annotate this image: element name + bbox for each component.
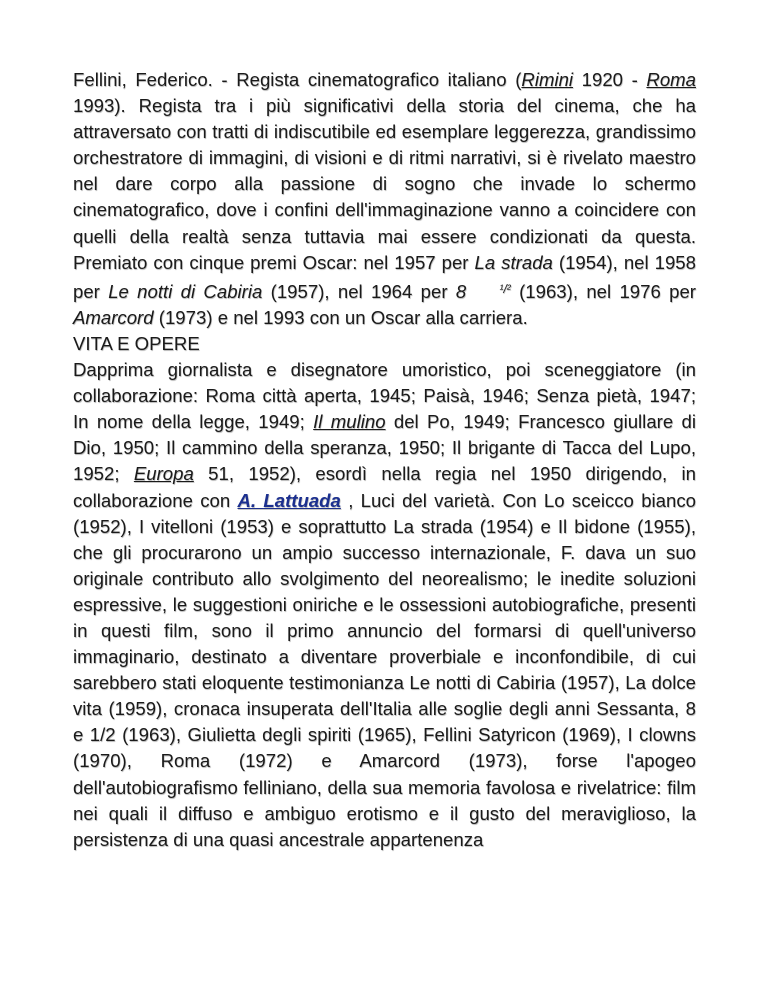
roma-link[interactable]: Roma <box>646 69 696 90</box>
text-run: Fellini, Federico. - Regista cinematografico italiano ( <box>73 69 522 90</box>
film-title: La strada <box>474 251 553 273</box>
mulino-link[interactable]: Il mulino <box>313 411 386 433</box>
text-run: del Po, 1949; Francesco giullare di Dio, 1950; Il cammino della speranza, 1950; Il brigante di Tacca del Lupo, 1952; <box>73 411 696 485</box>
europa-link[interactable]: Europa <box>133 463 194 485</box>
text-run: (1957), nel 1964 per <box>262 280 456 302</box>
film-title: 8 <box>455 280 467 302</box>
lattuada-link[interactable]: A. Lattuada <box>237 489 341 511</box>
rimini-link[interactable]: Rimini <box>521 69 574 90</box>
intro-paragraph <box>73 67 696 331</box>
document-body <box>73 67 696 853</box>
text-run: (1973) e nel 1993 con un Oscar alla carriera. <box>153 306 528 328</box>
text-run: , Luci del varietà. Con Lo sceicco bianco (1952), I vitelloni (1953) e soprattutto La strada (1954) e Il bidone (1955), che gli procurarono un ampio successo internazionale, F. dava un suo originale contributo allo svolgimento del neorealismo; le inedite soluzioni espressive, le suggestioni oniriche e le ossessioni autobiografiche, presenti in questi film, sono il primo annuncio del formarsi di quell'universo immaginario, destinato a diventare proverbiale e inconfondibile, di cui sarebbero stati eloquente testimonianza Le notti di Cabiria (1957), La dolce vita (1959), cronaca insuperata dell'Italia alle soglie degli anni Sessanta, 8 e 1/2 (1963), Giulietta degli spiriti (1965), Fellini Satyricon (1969), I clowns (1970), Roma (1972) e Amarcord (1973), forse l'apogeo dell'autobiografismo felliniano, della sua memoria favolosa e rivelatrice: film nei quali il diffuso e ambiguo erotismo e il gusto del meraviglioso, la persistenza di una quasi ancestrale appartenenza <box>73 489 696 850</box>
text-run: (1963), nel 1976 per <box>510 280 696 302</box>
text-run: 1993). Regista tra i più significativi della storia del cinema, che ha attraversato con tratti di indiscutibile ed esemplare leggerezza, grandissimo orchestratore di immagini, di visioni e di ritmi narrativi, si è rivelato maestro nel dare corpo alla passione di sogno che invade lo schermo cinematografico, dove i confini dell'immaginazione vanno a coincidere con quelli della realtà senza tuttavia mai essere condizionati da questa. Premiato con cinque premi Oscar: nel 1957 per <box>73 95 696 273</box>
film-title: Le notti di Cabiria <box>108 280 263 302</box>
text-run: 1920 - <box>573 69 647 90</box>
section-heading: VITA E OPERE <box>73 332 200 354</box>
film-title: Amarcord <box>73 306 154 328</box>
text-run: 51, 1952), esordì nella regia nel 1950 dirigendo, in collaborazione con <box>73 463 697 511</box>
text-run: (1954), nel 1958 per <box>73 251 696 302</box>
text-run: Dapprima giornalista e disegnatore umoristico, poi sceneggiatore (in collaborazione: Roma città aperta, 1945; Paisà, 1946; Senza pietà, 1947; In nome della legge, 1949; <box>73 359 696 433</box>
body-paragraph <box>73 357 696 853</box>
film-title-fraction: ¹/² <box>499 281 511 296</box>
